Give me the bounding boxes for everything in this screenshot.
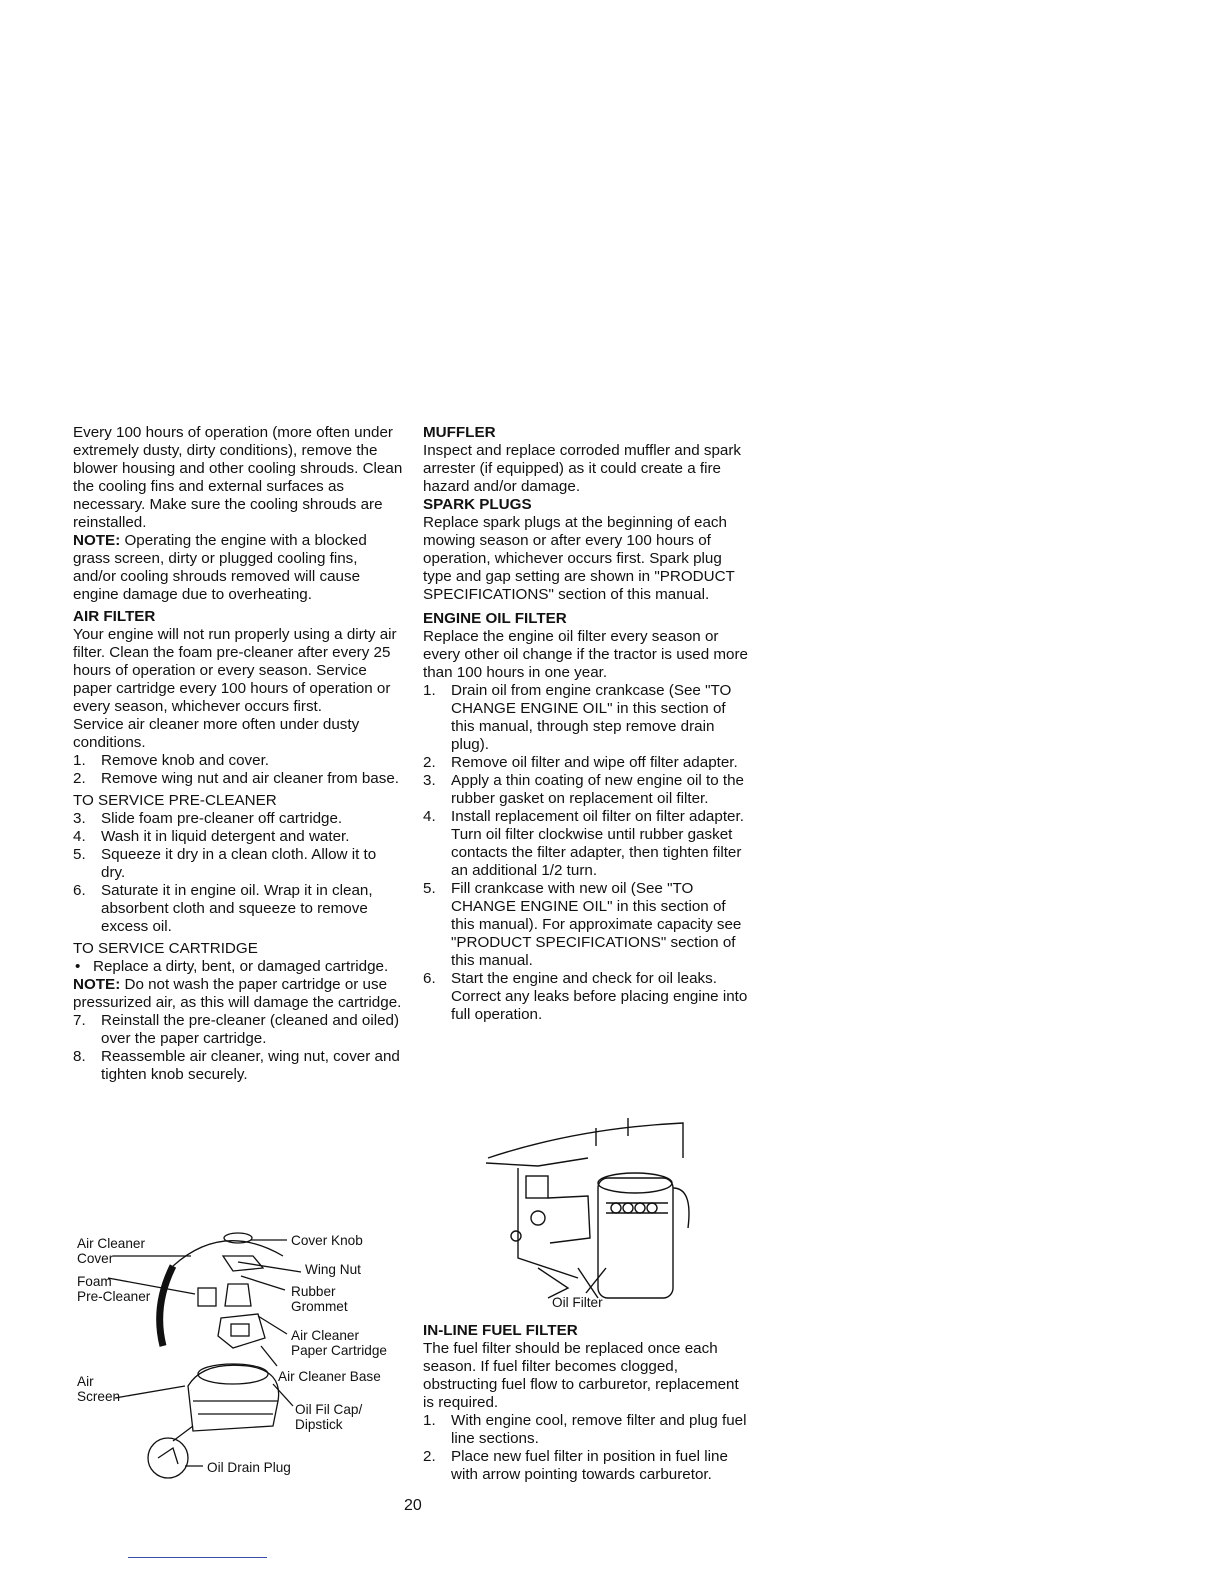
step-number: 4. — [73, 828, 86, 845]
step-text: Squeeze it dry in a clean cloth. Allow it to dry. — [101, 846, 377, 881]
list-item — [423, 754, 753, 772]
label-oil-filter: Oil Filter — [552, 1295, 603, 1310]
step-text: With engine cool, remove filter and plug fuel line sections. — [451, 1412, 747, 1447]
fuel-filter-steps — [423, 1412, 753, 1484]
list-item — [73, 882, 403, 936]
label-oil-drain-plug: Oil Drain Plug — [207, 1460, 291, 1475]
air-filter-dusty-paragraph: Service air cleaner more often under dusty conditions. — [73, 716, 360, 751]
step-number: 4. — [423, 808, 436, 825]
label-foam-pre-cleaner: Foam Pre-Cleaner — [77, 1274, 151, 1304]
list-item — [423, 1448, 753, 1484]
list-item — [73, 1012, 403, 1048]
list-item — [423, 772, 753, 808]
step-number: 5. — [73, 846, 86, 863]
step-number: 2. — [423, 1448, 436, 1465]
air-filter-heading: AIR FILTER — [73, 608, 156, 625]
label-rubber-grommet: Rubber Grommet — [291, 1284, 348, 1314]
step-number: 1. — [423, 682, 436, 699]
step-text: Apply a thin coating of new engine oil to the rubber gasket on replacement oil filter. — [451, 772, 744, 807]
step-text: Fill crankcase with new oil (See "TO CHANGE ENGINE OIL" in this section of this manual). For approximate capacity see "PRODUCT SPECIFICATIONS" section of this manual. — [451, 880, 742, 969]
fuel-filter-paragraph: The fuel filter should be replaced once each season. If fuel filter becomes clogged, obstructing fuel flow to carburetor, replacement is required. — [423, 1340, 739, 1411]
step-text: Start the engine and check for oil leaks. Correct any leaks before placing engine into full operation. — [451, 970, 748, 1023]
list-item — [73, 770, 403, 788]
list-item — [423, 808, 753, 880]
list-item — [423, 1412, 753, 1448]
step-text: Saturate it in engine oil. Wrap it in clean, absorbent cloth and squeeze to remove excess oil. — [101, 882, 373, 935]
page-number: 20 — [404, 1497, 422, 1514]
note-text: Do not wash the paper cartridge or use pressurized air, as this will damage the cartridge. — [73, 976, 402, 1011]
air-filter-paragraph: Your engine will not run properly using a dirty air filter. Clean the foam pre-cleaner after every 25 hours of operation or every season. Service paper cartridge every 100 hours of operation or every season, whichever occurs first. — [73, 626, 397, 715]
step-text: Drain oil from engine crankcase (See "TO CHANGE ENGINE OIL" in this section of this manual, through step remove drain plug). — [451, 682, 732, 753]
note-label: NOTE: — [73, 532, 121, 549]
step-number: 3. — [423, 772, 436, 789]
muffler-paragraph: Inspect and replace corroded muffler and spark arrester (if equipped) as it could create a fire hazard and/or damage. — [423, 442, 741, 495]
step-text: Slide foam pre-cleaner off cartridge. — [101, 810, 343, 827]
list-item — [423, 970, 753, 1024]
step-number: 2. — [423, 754, 436, 771]
step-number: 2. — [73, 770, 86, 787]
oil-filter-heading: ENGINE OIL FILTER — [423, 610, 567, 627]
oil-filter-illustration — [478, 1118, 710, 1316]
list-item — [73, 1048, 403, 1084]
right-column — [423, 424, 753, 1024]
list-item — [73, 846, 403, 882]
step-text: Remove wing nut and air cleaner from base. — [101, 770, 399, 787]
cartridge-heading: TO SERVICE CARTRIDGE — [73, 940, 258, 957]
step-text: Reassemble air cleaner, wing nut, cover and tighten knob securely. — [101, 1048, 400, 1083]
pre-cleaner-steps — [73, 810, 403, 936]
cooling-paragraph: Every 100 hours of operation (more often under extremely dusty, dirty conditions), remove the blower housing and other cooling shrouds. Clean the cooling fins and external surfaces as necessary. Make sure the cooling shrouds are reinstalled. — [73, 424, 403, 531]
spark-plugs-heading: SPARK PLUGS — [423, 496, 532, 513]
list-item: • Replace a dirty, bent, or damaged cartridge. — [75, 958, 389, 975]
step-number: 1. — [73, 752, 86, 769]
list-item — [73, 752, 403, 770]
label-oil-fill-cap: Oil Fil Cap/ Dipstick — [295, 1402, 363, 1432]
reassembly-steps — [73, 1012, 403, 1084]
fuel-filter-heading: IN-LINE FUEL FILTER — [423, 1322, 578, 1339]
list-item — [423, 682, 753, 754]
label-air-cleaner-cover: Air Cleaner Cover — [77, 1236, 145, 1266]
cartridge-bullets — [73, 958, 403, 976]
list-item — [73, 810, 403, 828]
step-text: Install replacement oil filter on filter adapter. Turn oil filter clockwise until rubber gasket contacts the filter adapter, then tighten filter an additional 1/2 turn. — [451, 808, 744, 879]
footer-rule — [128, 1557, 267, 1558]
oil-filter-diagram — [478, 1118, 710, 1316]
step-text: Place new fuel filter in position in fuel line with arrow pointing towards carburetor. — [451, 1448, 728, 1483]
spark-plugs-paragraph: Replace spark plugs at the beginning of each mowing season or after every 100 hours of operation, whichever occurs first. Spark plug type and gap setting are shown in "PRODUCT SPECIFICATIONS" section of this manual. — [423, 514, 735, 603]
step-number: 5. — [423, 880, 436, 897]
note-cartridge — [73, 976, 403, 1012]
note-label: NOTE: — [73, 976, 121, 993]
step-number: 7. — [73, 1012, 86, 1029]
label-wing-nut: Wing Nut — [305, 1262, 361, 1277]
pre-cleaner-heading: TO SERVICE PRE-CLEANER — [73, 792, 277, 809]
muffler-heading: MUFFLER — [423, 424, 496, 441]
step-text: Reinstall the pre-cleaner (cleaned and oiled) over the paper cartridge. — [101, 1012, 400, 1047]
label-air-screen: Air Screen — [77, 1374, 121, 1404]
step-number: 3. — [73, 810, 86, 827]
step-text: Remove oil filter and wipe off filter adapter. — [451, 754, 738, 771]
step-text: Remove knob and cover. — [101, 752, 270, 769]
note-overheating — [73, 532, 403, 604]
step-number: 1. — [423, 1412, 436, 1429]
step-number: 6. — [423, 970, 436, 987]
fuel-filter-section — [423, 1322, 753, 1484]
step-text: Wash it in liquid detergent and water. — [101, 828, 350, 845]
air-cleaner-exploded-diagram — [73, 1226, 413, 1481]
list-item — [423, 880, 753, 970]
left-column — [73, 424, 403, 1084]
step-number: 6. — [73, 882, 86, 899]
label-air-cleaner-base: Air Cleaner Base — [278, 1369, 381, 1384]
label-paper-cartridge: Air Cleaner Paper Cartridge — [291, 1328, 387, 1358]
oil-filter-steps — [423, 682, 753, 1024]
list-item — [73, 828, 403, 846]
air-filter-steps — [73, 752, 403, 788]
step-number: 8. — [73, 1048, 86, 1065]
label-cover-knob: Cover Knob — [291, 1233, 363, 1248]
oil-filter-paragraph: Replace the engine oil filter every season or every other oil change if the tractor is used more than 100 hours in one year. — [423, 628, 749, 681]
note-text: Operating the engine with a blocked grass screen, dirty or plugged cooling fins, and/or cooling shrouds removed will cause engine damage due to overheating. — [73, 532, 367, 603]
